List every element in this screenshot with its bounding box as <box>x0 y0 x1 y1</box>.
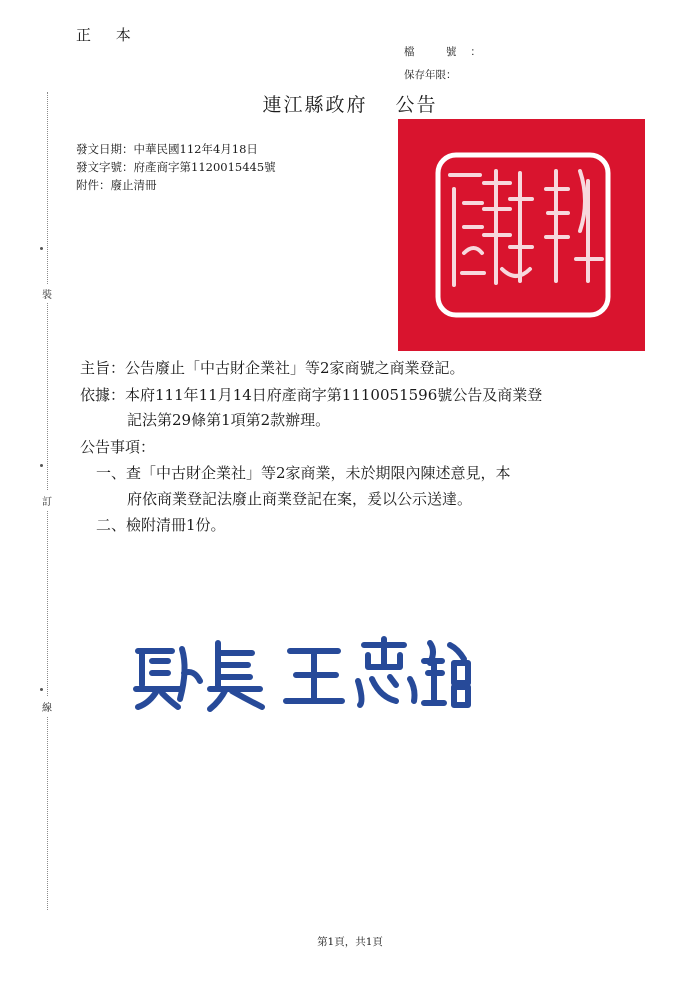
signature-mayor <box>128 633 473 717</box>
binding-dot <box>40 688 43 691</box>
item-1-line-2: 府依商業登記法廢止商業登記在案，爰以公示送達。 <box>127 490 473 508</box>
binding-dot <box>40 464 43 467</box>
signature-graphic <box>128 633 473 713</box>
binding-label-xian: 線 <box>42 697 52 716</box>
item-1-line-1: 一、查「中古財企業社」等2家商業，未於期限內陳述意見，本 <box>96 464 511 482</box>
signature-strokes <box>136 639 468 709</box>
binding-label-zhuang: 裝 <box>42 284 52 303</box>
title-type: 公告 <box>395 94 438 116</box>
issue-date: 發文日期：中華民國112年4月18日 <box>76 142 258 156</box>
item-2: 二、檢附清冊1份。 <box>96 516 226 534</box>
page-footer: 第1頁，共1頁 <box>317 936 383 948</box>
issue-info <box>76 140 276 194</box>
copy-mark: 正 本 <box>76 26 141 44</box>
basis-line-1: 依據：本府111年11月14日府產商字第1110051596號公告及商業登 <box>80 386 543 404</box>
title-agency: 連江縣政府 <box>262 94 368 116</box>
items-heading: 公告事項： <box>80 438 156 456</box>
basis-line-2: 記法第29條第1項第2款辦理。 <box>127 411 331 429</box>
file-meta <box>404 41 495 87</box>
binding-dot <box>40 247 43 250</box>
retention-label: 保存年限： <box>404 69 457 81</box>
subject-line: 主旨：公告廢止「中古財企業社」等2家商號之商業登記。 <box>80 359 465 377</box>
attachment: 附件：廢止清冊 <box>76 178 157 192</box>
page-title <box>0 90 700 117</box>
binding-label-ding: 訂 <box>42 491 52 510</box>
file-number-label: 檔 號： <box>404 46 495 58</box>
official-seal <box>398 119 645 351</box>
issue-number: 發文字號：府產商字第1120015445號 <box>76 160 276 174</box>
seal-graphic <box>398 119 645 351</box>
